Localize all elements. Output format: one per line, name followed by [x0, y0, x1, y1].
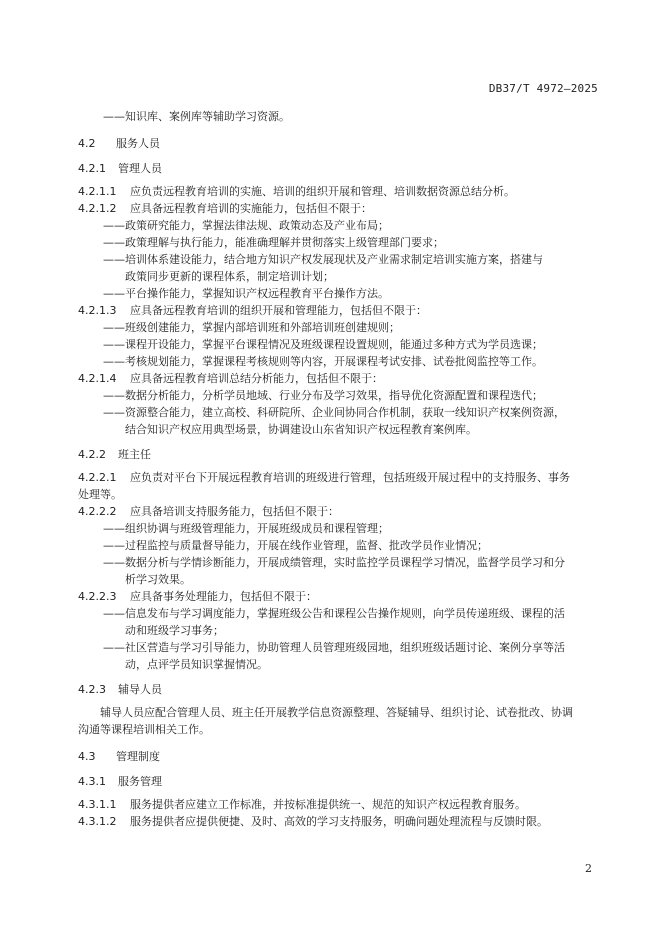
page-number: 2	[585, 862, 592, 875]
clause-number: 4.2.1.2	[78, 202, 117, 215]
section-heading-4-2-3	[78, 681, 598, 698]
section-number: 4.2.3	[78, 683, 106, 696]
dash-item-continuation: 结合知识产权应用典型场景，协调建设山东省知识产权远程教育案例库。	[125, 423, 477, 436]
clause-text: 应负责对平台下开展远程教育培训的班级进行管理，包括班级开展过程中的支持服务、事务	[130, 471, 570, 484]
clause-4-3-1-1	[78, 796, 598, 813]
paragraph: 辅导人员应配合管理人员、班主任开展教学信息资源整理、答疑辅导、组织讨论、试卷批改、协调	[100, 706, 573, 719]
section-heading-4-2-2	[78, 446, 598, 463]
clause-continuation: 处理等。	[78, 488, 122, 501]
clause-text: 应负责远程教育培训的实施、培训的组织开展和管理、培训数据资源总结分析。	[130, 185, 515, 198]
clause-4-2-2-3	[78, 588, 598, 605]
clause-4-3-1-2	[78, 813, 598, 830]
clause-number: 4.2.1.4	[78, 372, 117, 385]
clause-number: 4.2.2.3	[78, 590, 117, 603]
section-number: 4.3.1	[78, 775, 106, 788]
dash-item: ——平台操作能力，掌握知识产权远程教育平台操作方法。	[103, 287, 389, 300]
clause-text: 服务提供者应建立工作标准，并按标准提供统一、规范的知识产权远程教育服务。	[130, 798, 526, 811]
section-title: 辅导人员	[118, 683, 162, 696]
section-number: 4.3	[78, 750, 96, 763]
clause-number: 4.3.1.2	[78, 815, 117, 828]
dash-item: ——政策研究能力，掌握法律法规、政策动态及产业布局；	[103, 219, 389, 232]
dash-item-continuation: 动，点评学员知识掌握情况。	[125, 658, 268, 671]
dash-item: ——数据分析能力，分析学员地域、行业分布及学习效果，指导优化资源配置和课程迭代；	[103, 389, 543, 402]
section-title: 管理人员	[118, 162, 162, 175]
paragraph-continuation: 沟通等课程培训相关工作。	[78, 723, 210, 736]
section-number: 4.2	[78, 137, 96, 150]
clause-4-2-1-3	[78, 302, 598, 319]
dash-item: ——信息发布与学习调度能力，掌握班级公告和课程公告操作规则，向学员传递班级、课程的活	[103, 607, 565, 620]
dash-item: ——知识库、案例库等辅助学习资源。	[103, 110, 290, 123]
dash-item: ——培训体系建设能力，结合地方知识产权发展现状及产业需求制定培训实施方案，搭建与	[103, 253, 543, 266]
clause-text: 应具备事务处理能力，包括但不限于：	[130, 590, 317, 603]
dash-item: ——政策理解与执行能力，能准确理解并贯彻落实上级管理部门要求；	[103, 236, 444, 249]
section-heading-4-3	[78, 748, 598, 765]
document-code: DB37/T 4972—2025	[488, 82, 598, 95]
clause-text: 应具备远程教育培训总结分析能力，包括但不限于：	[130, 372, 383, 385]
clause-number: 4.2.1.1	[78, 185, 117, 198]
section-heading-4-2-1	[78, 160, 598, 177]
dash-item-continuation: 析学习效果。	[125, 573, 191, 586]
dash-item: ——过程监控与质量督导能力，开展在线作业管理，监督、批改学员作业情况；	[103, 539, 488, 552]
clause-text: 应具备培训支持服务能力，包括但不限于：	[130, 505, 339, 518]
clause-number: 4.3.1.1	[78, 798, 117, 811]
clause-text: 服务提供者应提供便捷、及时、高效的学习支持服务，明确问题处理流程与反馈时限。	[130, 815, 548, 828]
dash-item-continuation: 动和班级学习事务；	[125, 624, 224, 637]
clause-number: 4.2.2.1	[78, 471, 117, 484]
clause-4-2-1-4	[78, 370, 598, 387]
section-heading-4-3-1	[78, 773, 598, 790]
section-number: 4.2.2	[78, 448, 106, 461]
section-heading-4-2	[78, 135, 598, 152]
clause-text: 应具备远程教育培训的实施能力，包括但不限于：	[130, 202, 372, 215]
clause-4-2-2-1	[78, 469, 598, 486]
section-number: 4.2.1	[78, 162, 106, 175]
dash-item: ——考核规划能力，掌握课程考核规则等内容，开展课程考试安排、试卷批阅监控等工作。	[103, 355, 543, 368]
dash-item: ——社区营造与学习引导能力，协助管理人员管理班级园地，组织班级话题讨论、案例分享等活	[103, 641, 565, 654]
dash-item: ——组织协调与班级管理能力，开展班级成员和课程管理；	[103, 522, 389, 535]
clause-number: 4.2.1.3	[78, 304, 117, 317]
dash-item: ——课程开设能力，掌握平台课程情况及班级课程设置规则，能通过多种方式为学员选课；	[103, 338, 543, 351]
dash-item: ——数据分析与学情诊断能力，开展成绩管理，实时监控学员课程学习情况，监督学员学习和分	[103, 556, 565, 569]
section-title: 服务管理	[118, 775, 162, 788]
clause-4-2-1-2	[78, 200, 598, 217]
dash-item: ——班级创建能力，掌握内部培训班和外部培训班创建规则；	[103, 321, 400, 334]
section-title: 服务人员	[116, 137, 160, 150]
dash-item: ——资源整合能力，建立高校、科研院所、企业间协同合作机制，获取一线知识产权案例资源，	[103, 406, 565, 419]
clause-4-2-1-1	[78, 183, 598, 200]
section-title: 班主任	[118, 448, 151, 461]
dash-item-continuation: 政策同步更新的课程体系，制定培训计划；	[125, 270, 334, 283]
section-title: 管理制度	[116, 750, 160, 763]
clause-text: 应具备远程教育培训的组织开展和管理能力，包括但不限于：	[130, 304, 427, 317]
clause-number: 4.2.2.2	[78, 505, 117, 518]
clause-4-2-2-2	[78, 503, 598, 520]
document-body	[78, 108, 598, 830]
